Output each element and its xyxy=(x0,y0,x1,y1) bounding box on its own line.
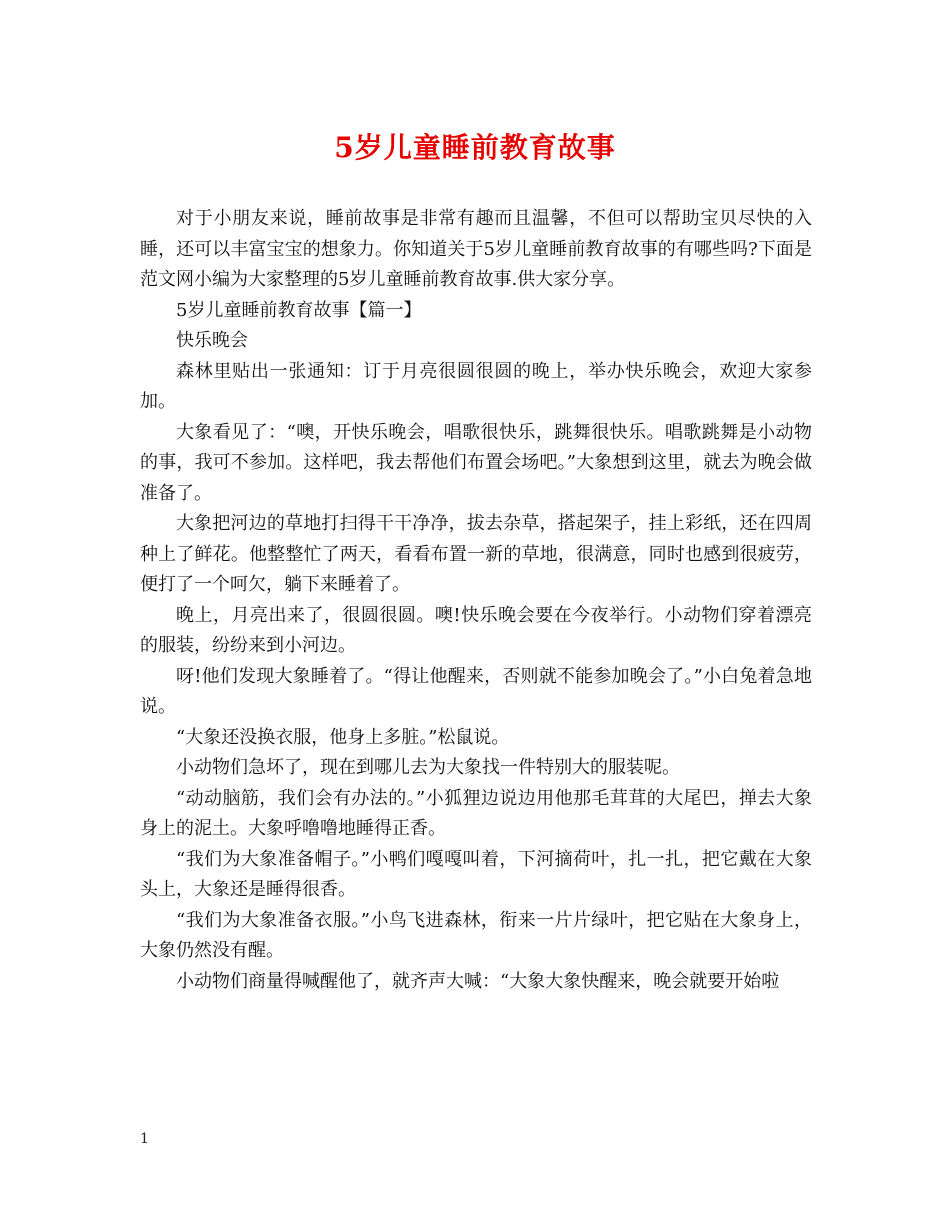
paragraph: “我们为大象准备帽子。”小鸭们嘎嘎叫着，下河摘荷叶，扎一扎，把它戴在大象头上，大象还是睡得很香。 xyxy=(140,848,812,900)
paragraph: 呀!他们发现大象睡着了。“得让他醒来，否则就不能参加晚会了。”小白兔着急地说。 xyxy=(140,665,812,717)
document-title: 5岁儿童睡前教育故事 xyxy=(334,131,616,164)
paragraph: 大象看见了：“噢，开快乐晚会，唱歌很快乐，跳舞很快乐。唱歌跳舞是小动物的事，我可不参加。这样吧，我去帮他们布置会场吧。”大象想到这里，就去为晚会做准备了。 xyxy=(140,421,812,504)
document-body xyxy=(140,204,812,997)
paragraph: 大象把河边的草地打扫得干干净净，拔去杂草，搭起架子，挂上彩纸，还在四周种上了鲜花。他整整忙了两天，看看布置一新的草地，很满意，同时也感到很疲劳，便打了一个呵欠，躺下来睡着了。 xyxy=(140,513,812,595)
paragraph-intro: 对于小朋友来说，睡前故事是非常有趣而且温馨，不但可以帮助宝贝尽快的入睡，还可以丰富宝宝的想象力。你知道关于5岁儿童睡前教育故事的有哪些吗?下面是范文网小编为大家整理的5岁儿童睡前教育故事.供大家分享。 xyxy=(140,208,812,290)
paragraph: 小动物们急坏了，现在到哪儿去为大象找一件特别大的服装呢。 xyxy=(176,757,680,778)
section-heading: 5岁儿童睡前教育故事【篇一】 xyxy=(176,299,422,321)
paragraph: “大象还没换衣服，他身上多脏。”松鼠说。 xyxy=(176,726,510,748)
page-number: 1 xyxy=(140,1131,149,1147)
paragraph: “我们为大象准备衣服。”小鸟飞进森林，衔来一片片绿叶，把它贴在大象身上，大象仍然没有醒。 xyxy=(140,909,812,961)
story-title: 快乐晚会 xyxy=(176,330,248,351)
paragraph: 森林里贴出一张通知：订于月亮很圆很圆的晚上，举办快乐晚会，欢迎大家参加。 xyxy=(140,360,812,412)
paragraph: 晚上，月亮出来了，很圆很圆。噢!快乐晚会要在今夜举行。小动物们穿着漂亮的服装，纷纷来到小河边。 xyxy=(140,604,812,656)
paragraph: “动动脑筋，我们会有办法的。”小狐狸边说边用他那毛茸茸的大尾巴，掸去大象身上的泥土。大象呼噜噜地睡得正香。 xyxy=(140,787,812,839)
paragraph: 小动物们商量得喊醒他了，就齐声大喊：“大象大象快醒来，晚会就要开始啦 xyxy=(176,970,780,992)
